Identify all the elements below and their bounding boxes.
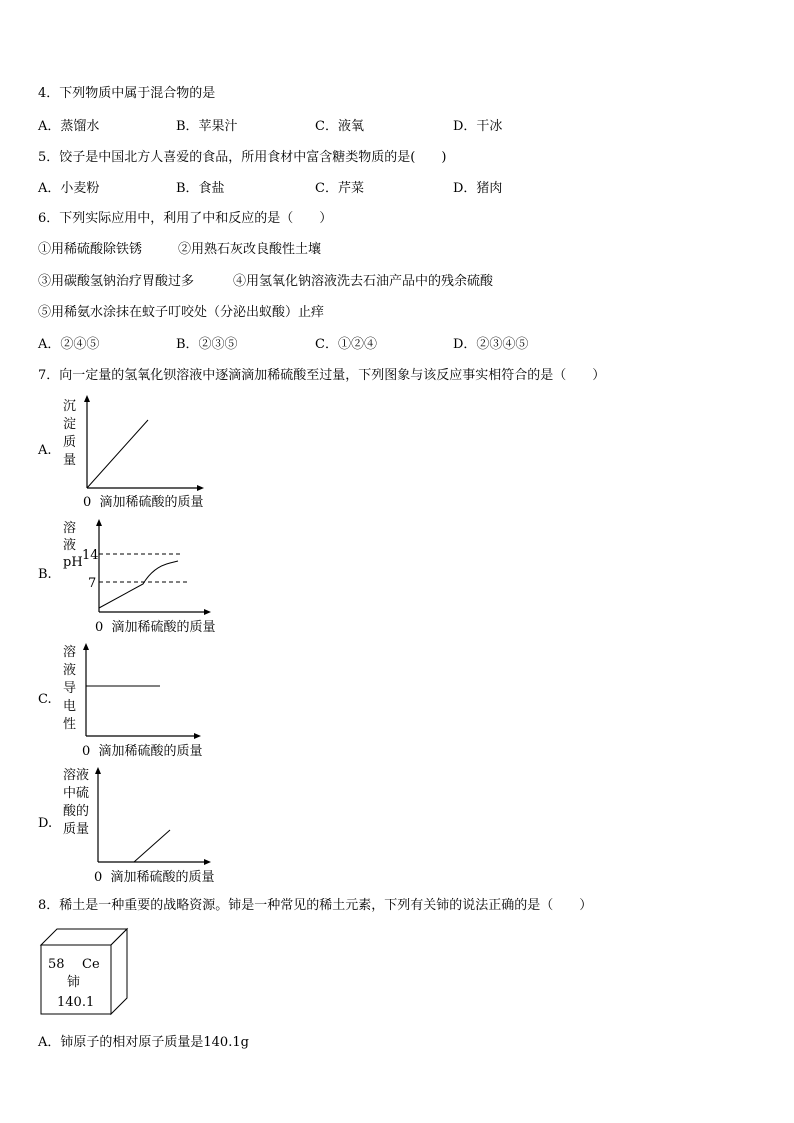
q7-graph-b-xlabel: 0 滴加稀硫酸的质量 <box>95 620 216 635</box>
q7-graph-d-letter: D. <box>38 816 53 831</box>
q7-graph-d-x-arrow <box>204 859 211 865</box>
q6-option-d: D．②③④⑤ <box>453 337 529 352</box>
q7-graph-a-ylabel-2: 淀 <box>63 417 77 432</box>
q7-graph-d-ylabel-3: 酸的 <box>63 804 90 819</box>
q7-graph-d-ylabel-4: 质量 <box>63 822 90 837</box>
q7-graph-b-tick-14: 14 <box>82 548 99 563</box>
q8-stem: 8．稀土是一种重要的战略资源。铈是一种常见的稀土元素，下列有关铈的说法正确的是（ ） <box>38 898 593 913</box>
q7-graph-c-y-arrow <box>83 643 89 650</box>
q7-graph-c-ylabel-5: 性 <box>63 717 77 732</box>
q5-option-d: D．猪肉 <box>453 181 503 196</box>
q6-item-1: ①用稀硫酸除铁锈 <box>38 242 143 257</box>
q4-option-c: C．液氧 <box>315 119 364 134</box>
q6-item-4: ④用氢氧化钠溶液洗去石油产品中的残余硫酸 <box>233 274 494 289</box>
q6-item-5: ⑤用稀氨水涂抹在蚊子叮咬处（分泌出蚁酸）止痒 <box>38 305 325 320</box>
q7-graph-c-ylabel-4: 电 <box>63 699 77 714</box>
q7-graph-b-curve <box>99 561 178 608</box>
q7-graph-d <box>58 765 238 885</box>
q7-graph-c-letter: C. <box>38 692 52 707</box>
q7-graph-d-xlabel: 0 滴加稀硫酸的质量 <box>94 870 215 885</box>
q4-stem: 4．下列物质中属于混合物的是 <box>38 86 216 101</box>
q7-graph-b-x-arrow <box>204 609 211 615</box>
q5-option-c: C．芹菜 <box>315 181 364 196</box>
q7-graph-b-ylabel-1: 溶 <box>63 521 77 536</box>
q7-graph-d-ylabel-2: 中硫 <box>63 786 90 801</box>
q7-graph-d-ylabel-1: 溶液 <box>63 768 90 783</box>
q7-graph-c-xlabel: 0 滴加稀硫酸的质量 <box>82 744 203 759</box>
q7-graph-a <box>58 394 238 512</box>
q7-graph-b-ylabel-3: pH <box>63 555 83 570</box>
q8-element-mass: 140.1 <box>57 995 95 1010</box>
q7-graph-b-ylabel-2: 液 <box>63 538 77 553</box>
q7-graph-b-letter: B. <box>38 567 52 582</box>
q7-graph-a-xlabel: 0 滴加稀硫酸的质量 <box>83 495 204 510</box>
q7-graph-c-ylabel-3: 导 <box>63 681 77 696</box>
q6-item-3: ③用碳酸氢钠治疗胃酸过多 <box>38 274 195 289</box>
q7-graph-a-curve <box>87 420 148 488</box>
q5-option-a: A．小麦粉 <box>38 181 100 196</box>
q7-graph-a-ylabel-3: 质 <box>63 435 77 450</box>
q7-graph-b-tick-7: 7 <box>88 576 97 591</box>
q7-graph-a-x-arrow <box>197 485 204 491</box>
q7-graph-a-ylabel-1: 沉 <box>63 399 77 414</box>
q7-graph-b <box>58 517 238 637</box>
q4-option-d: D．干冰 <box>453 119 503 134</box>
q8-element-cube <box>40 928 130 1016</box>
q7-stem: 7．向一定量的氢氧化钡溶液中逐滴滴加稀硫酸至过量，下列图象与该反应事实相符合的是（ ） <box>38 368 606 383</box>
q6-option-b: B．②③⑤ <box>176 337 238 352</box>
q6-option-a: A．②④⑤ <box>38 337 100 352</box>
q7-graph-d-curve <box>134 830 170 862</box>
q5-option-b: B．食盐 <box>176 181 225 196</box>
q8-option-a: A．铈原子的相对原子质量是140.1g <box>38 1035 249 1050</box>
q6-item-2: ②用熟石灰改良酸性土壤 <box>178 242 322 257</box>
q7-graph-a-letter: A. <box>38 443 52 458</box>
q7-graph-b-y-arrow <box>96 519 102 526</box>
q8-element-symbol: Ce <box>82 957 100 972</box>
q6-stem: 6．下列实际应用中，利用了中和反应的是（ ） <box>38 211 333 226</box>
q8-element-number: 58 <box>48 957 65 972</box>
q7-graph-a-ylabel-4: 量 <box>63 453 77 468</box>
q6-option-c: C．①②④ <box>315 337 377 352</box>
q7-graph-d-y-arrow <box>95 767 101 774</box>
q4-option-a: A．蒸馏水 <box>38 119 100 134</box>
q7-graph-c-ylabel-1: 溶 <box>63 645 77 660</box>
q5-stem: 5．饺子是中国北方人喜爱的食品，所用食材中富含糖类物质的是( ) <box>38 150 447 165</box>
q7-graph-c-x-arrow <box>194 733 201 739</box>
q7-graph-c-ylabel-2: 液 <box>63 663 77 678</box>
q8-element-name: 铈 <box>67 975 81 990</box>
q7-graph-a-y-arrow <box>84 395 90 402</box>
q4-option-b: B．苹果汁 <box>176 119 238 134</box>
q7-graph-c <box>58 641 238 761</box>
